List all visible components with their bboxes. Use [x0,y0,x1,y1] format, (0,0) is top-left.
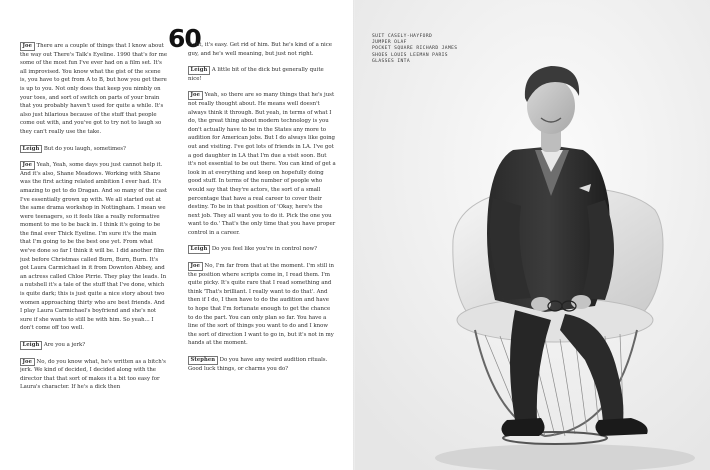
paragraph-text: There are a couple of things that I know about the way out There's Talk's Eyeline. 1990 that's for me some of the most fun I've ever had on a film set. It's all improvised. You know what the gist of the scene is, you have to get from A to B, but how you get there is up to you. Not only does that keep you nimbly on your toes, and sort of switch on parts of your brain that you probably haven't used for quite a while. It's also just hilarious because of the stuff that people come out with, and you've got to try not to laugh so they can't really use the take. [20,43,168,135]
speaker-label: Joe [20,161,35,170]
paragraph-text: Do you have any weird audition rituals. Good luck things, or charms you do? [188,357,328,372]
page-number: 60 [168,24,201,53]
interview-paragraph [188,41,336,58]
paragraph-text: A little bit of the dick but generally quite nice! [188,67,324,82]
interview-column-right [188,41,336,381]
speaker-label: Leigh [20,145,42,154]
interview-paragraph [188,245,336,254]
interview-paragraph [188,356,336,373]
interview-paragraph [188,66,336,83]
speaker-label: Joe [188,91,203,100]
interview-paragraph [188,262,336,348]
paragraph-text: Are you a jerk? [43,342,86,348]
fashion-credits [372,34,457,65]
paragraph-text: No, do you know what, he's written as a bitch's jerk. We kind of decided, I decided along with the director that that sort of makes it a bit too easy for Laura's character. If he's a dick then [20,358,166,391]
paragraph-text: right, it's easy. Get rid of him. But he's kind of a nice guy, and he's well meaning, but just not right. [188,42,332,57]
paragraph-text: Yeah, so there are so many things that he's just not really thought about. He means well doesn't always think it through. But yeah, in terms of what I do, the great thing about modern technology is you don't actually have to be in the States any more to audition for American jobs. But I do always like going out and visiting. I've got lots of friends in LA. I've got a god daughter in LA that I'm due a visit soon. But it's not essential to be out there. You can kind of get a look in at everything and keep on hopefully doing good stuff. In terms of the number of people who would say that they're actors, the sort of a small percentage that have a real career to cover their destiny. To be in that position of 'Okay, here's the next job. They all want you to do it. Pick the one you want to do.' That's the only time that you have proper control in a career. [188,92,336,236]
speaker-label: Leigh [20,341,42,350]
speaker-label: Joe [188,262,203,271]
credit-line: SUIT CASELY-HAYFORD [372,34,433,39]
speaker-label: Joe [20,358,35,367]
paragraph-text: But do you laugh, sometimes? [43,145,126,152]
paragraph-text: Do you feel like you're in control now? [211,246,318,253]
interview-paragraph [20,358,168,392]
interview-paragraph [20,161,168,333]
speaker-label: Leigh [188,66,210,75]
credit-line: GLASSES INTA [372,58,410,64]
credit-line: JUMPER OLAF [372,40,407,46]
right-page [355,0,710,470]
interview-paragraph [20,42,168,137]
interview-paragraph [20,145,168,154]
credit-line: POCKET SQUARE RICHARD JAMES [372,46,458,52]
credit-line: SHOES LOUIS LEEMAN PARIS [372,52,448,58]
paragraph-text: No, I'm far from that at the moment. I'm still in the position where scripts come in, I read them. I'm quite picky. It's quite rare that I read something and think 'That's brilliant. I really want to do that'. And then if I do, I then have to do the audition and have to hope that I'm fortunate enough to get the chance to do the part. You can only plan so far. You have a line of the sort of things you want to do and I know the sort of direction I want to go in, but it's not in my hands at the moment. [188,263,335,347]
interview-paragraph [188,91,336,237]
speaker-label: Stephen [188,356,218,365]
interview-column-left [20,42,168,400]
speaker-label: Leigh [188,245,210,254]
speaker-label: Joe [20,42,35,51]
portrait-photo [355,0,710,470]
paragraph-text: Yeah, Yeah, some days you just cannot help it. And it's also, Shane Meadows. Working with Shane was the first acting related ambition I ever had. It's amazing to get to do Dragan. And so many of the cast I've essentially grown up with. We all started out at the same drama workshop in Nottingham. I mean we were teenagers, so it feels like a really reformative moment to me to be back in. I think it's going to be the final ever Thick Eyeline. I'm sure it's the main that I'm going to be the best one yet. From what we've done so far I think it will be. I did another film just before Christmas called Burn, Burn, Burn. It's got Laura Carmichael in it from Downton Abbey, and an actress called Chloe Pirrie. They play the leads. In a nutshell it's a tale of the stuff that I've done, which is quite dark; this is just quite a nice story about two women approaching thirty who are best friends. And I play Laura Carmichael's boyfriend and she's not sure if she wants to still be with him. So yeah... I don't come off too well. [20,162,168,332]
interview-paragraph [20,341,168,350]
